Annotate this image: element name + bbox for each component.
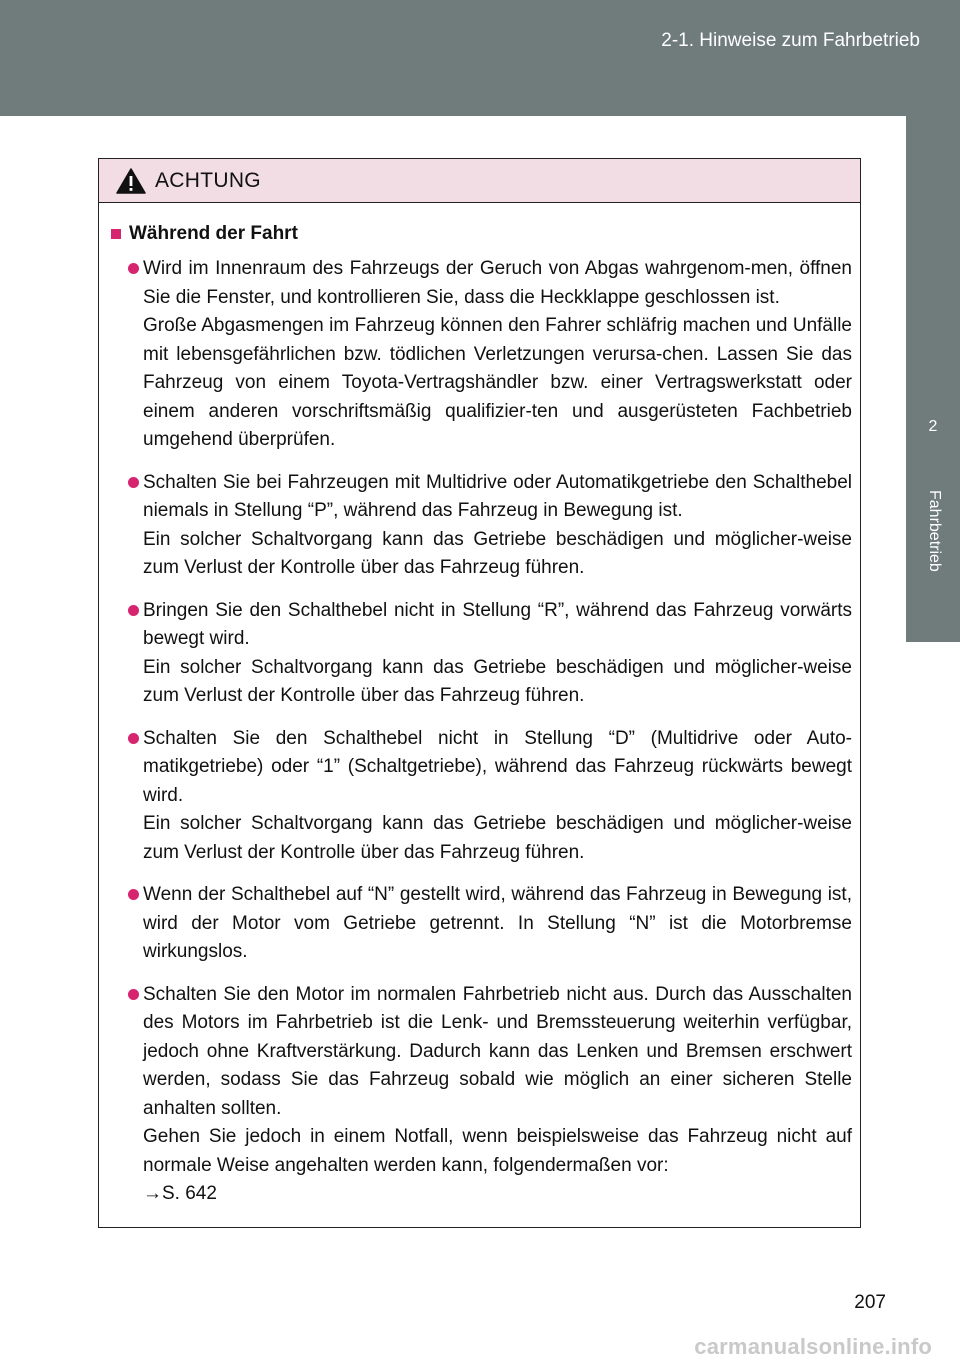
watermark: carmanualsonline.info — [694, 1334, 932, 1359]
warning-triangle-icon — [115, 167, 147, 195]
item-paragraph: Wenn der Schalthebel auf “N” gestellt wird, während das Fahrzeug in Bewegung ist, wird der Motor vom Getriebe getrennt. In Stellung “N” ist die Motorbremse wirkungslos. — [143, 884, 852, 962]
section-heading — [111, 223, 852, 245]
bullet-icon — [128, 263, 139, 274]
item-paragraph: Wird im Innenraum des Fahrzeugs der Geruch von Abgas wahrgenom-men, öffnen Sie die Fenster, und kontrollieren Sie, dass die Heckklappe geschlossen ist. — [143, 258, 852, 308]
list-item — [111, 469, 852, 583]
list-item — [111, 881, 852, 967]
bullet-icon — [128, 889, 139, 900]
item-paragraph: Große Abgasmengen im Fahrzeug können den Fahrer schläfrig machen und Unfälle mit lebensgefährlichen bzw. tödlichen Verletzungen verursa-chen. Lassen Sie das Fahrzeug von einem Toyota-Vertragshändler bzw. einer Vertragswerkstatt oder einem anderen vorschriftsmäßig qualifizier-ten und ausgerüsteten Fachbetrieb umgehend überprüfen. — [143, 315, 852, 450]
bullet-icon — [128, 733, 139, 744]
item-paragraph: Gehen Sie jedoch in einem Notfall, wenn beispielsweise das Fahrzeug nicht auf normale Weise angehalten werden kann, folgendermaßen vor: — [143, 1126, 852, 1176]
bullet-icon — [128, 605, 139, 616]
side-tab-label-wrap — [906, 490, 960, 610]
page-header-bar — [0, 0, 960, 116]
side-tab-number: 2 — [928, 418, 938, 435]
item-paragraph: Schalten Sie den Motor im normalen Fahrbetrieb nicht aus. Durch das Ausschalten des Motors im Fahrbetrieb ist die Lenk- und Bremssteuerung weiterhin verfügbar, jedoch ohne Kraftverstärkung. Dadurch kann das Lenken und Bremsen erschwert werden, sodass Sie das Fahrzeug sobald wie möglich an einer sicheren Stelle anhalten sollten. — [143, 983, 852, 1119]
list-item — [111, 981, 852, 1209]
list-item — [111, 725, 852, 868]
item-paragraph: Schalten Sie den Schalthebel nicht in Stellung “D” (Multidrive oder Auto-matikgetriebe) oder “1” (Schaltgetriebe), während das Fahrzeug rückwärts bewegt wird. — [143, 727, 852, 806]
item-paragraph: Schalten Sie bei Fahrzeugen mit Multidrive oder Automatikgetriebe den Schalthebel niemals in Stellung “P”, während das Fahrzeug in Bewegung ist. — [143, 471, 852, 521]
item-paragraph: Ein solcher Schaltvorgang kann das Getriebe beschädigen und möglicher-weise zum Verlust der Kontrolle über das Fahrzeug führen. — [143, 528, 852, 578]
page-reference: →S. 642 — [143, 1183, 217, 1204]
list-item — [111, 255, 852, 455]
warning-header — [99, 159, 860, 203]
bullet-icon — [128, 477, 139, 488]
warning-body — [99, 203, 860, 1209]
bullet-icon — [128, 989, 139, 1000]
chapter-title: 2-1. Hinweise zum Fahrbetrieb — [661, 30, 920, 51]
page-number: 207 — [854, 1292, 886, 1313]
warning-box — [98, 158, 861, 1228]
list-item — [111, 597, 852, 711]
item-paragraph: Bringen Sie den Schalthebel nicht in Stellung “R”, während das Fahrzeug vorwärts bewegt wird. — [143, 599, 852, 649]
section-title: Während der Fahrt — [129, 223, 298, 244]
warning-title: ACHTUNG — [155, 168, 261, 192]
item-paragraph: Ein solcher Schaltvorgang kann das Getriebe beschädigen und möglicher-weise zum Verlust der Kontrolle über das Fahrzeug führen. — [143, 656, 852, 706]
item-paragraph: Ein solcher Schaltvorgang kann das Getriebe beschädigen und möglicher-weise zum Verlust der Kontrolle über das Fahrzeug führen. — [143, 813, 852, 863]
square-bullet-icon — [111, 229, 121, 239]
side-tab-label: Fahrbetrieb — [926, 490, 943, 572]
side-chapter-tab — [906, 116, 960, 642]
